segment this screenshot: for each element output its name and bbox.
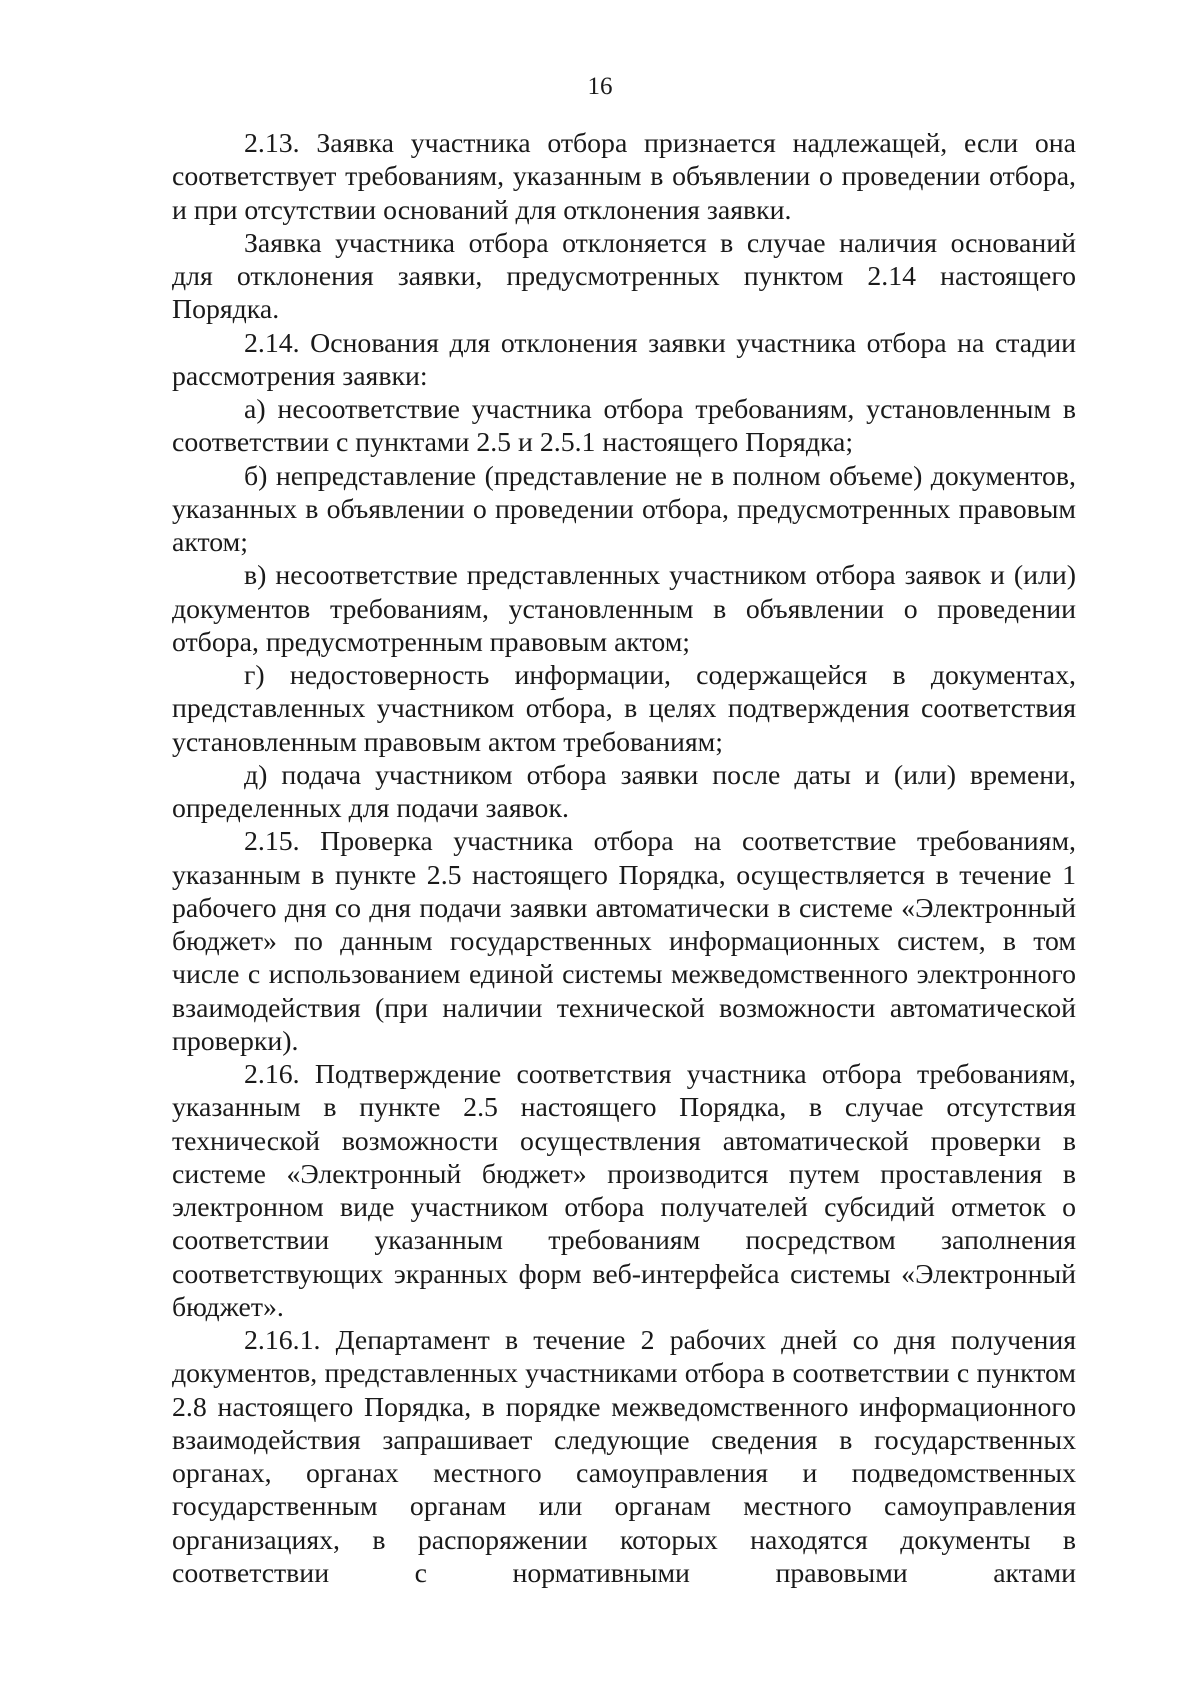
paragraph-rejection-note: Заявка участника отбора отклоняется в случае наличия оснований для отклонения заявки, предусмотренных пунктом 2.14 настоящего Порядка. (172, 227, 1076, 326)
paragraph-2-16-1: 2.16.1. Департамент в течение 2 рабочих дней со дня получения документов, представленных участниками отбора в соответствии с пунктом 2.8 настоящего Порядка, в порядке межведомственного информационного взаимодействия запрашивает следующие сведения в государственных органах, органах местного самоуправления и подведомственных государственным органам или органам местного самоуправления организациях, в распоряжении которых находятся документы в соответствии с нормативными правовыми актами (172, 1325, 1076, 1589)
list-item-d: д) подача участником отбора заявки после даты и (или) времени, определенных для подачи заявок. (172, 759, 1076, 824)
list-item-a: а) несоответствие участника отбора требованиям, установленным в соответствии с пунктами 2.5 и 2.5.1 настоящего Порядка; (172, 394, 1076, 459)
list-item-b: б) непредставление (представление не в полном объеме) документов, указанных в объявлении о проведении отбора, предусмотренных правовым актом; (172, 460, 1076, 558)
document-body (172, 127, 1076, 1590)
list-item-g: г) недостоверность информации, содержащейся в документах, представленных участником отбора, в целях подтверждения соответствия установленным правовым актом требованиям; (172, 660, 1076, 758)
paragraph-2-16: 2.16. Подтверждение соответствия участника отбора требованиям, указанным в пункте 2.5 настоящего Порядка, в случае отсутствия технической возможности осуществления автоматической проверки в системе «Электронный бюджет» производится путем проставления в электронном виде участником отбора получателей субсидий отметок о соответствии указанным требованиям посредством заполнения соответствующих экранных форм веб-интерфейса системы «Электронный бюджет». (172, 1059, 1076, 1323)
paragraph-2-14: 2.14. Основания для отклонения заявки участника отбора на стадии рассмотрения заявки: (172, 327, 1076, 392)
list-item-v: в) несоответствие представленных участником отбора заявок и (или) документов требованиям, установленным в объявлении о проведении отбора, предусмотренным правовым актом; (172, 560, 1076, 658)
paragraph-2-15: 2.15. Проверка участника отбора на соответствие требованиям, указанным в пункте 2.5 настоящего Порядка, осуществляется в течение 1 рабочего дня со дня подачи заявки автоматически в системе «Электронный бюджет» по данным государственных информационных систем, в том числе с использованием единой системы межведомственного электронного взаимодействия (при наличии технической возможности автоматической проверки). (172, 826, 1076, 1057)
paragraph-2-13: 2.13. Заявка участника отбора признается надлежащей, если она соответствует требованиям, указанным в объявлении о проведении отбора, и при отсутствии оснований для отклонения заявки. (172, 128, 1076, 226)
page-number: 16 (587, 73, 613, 100)
